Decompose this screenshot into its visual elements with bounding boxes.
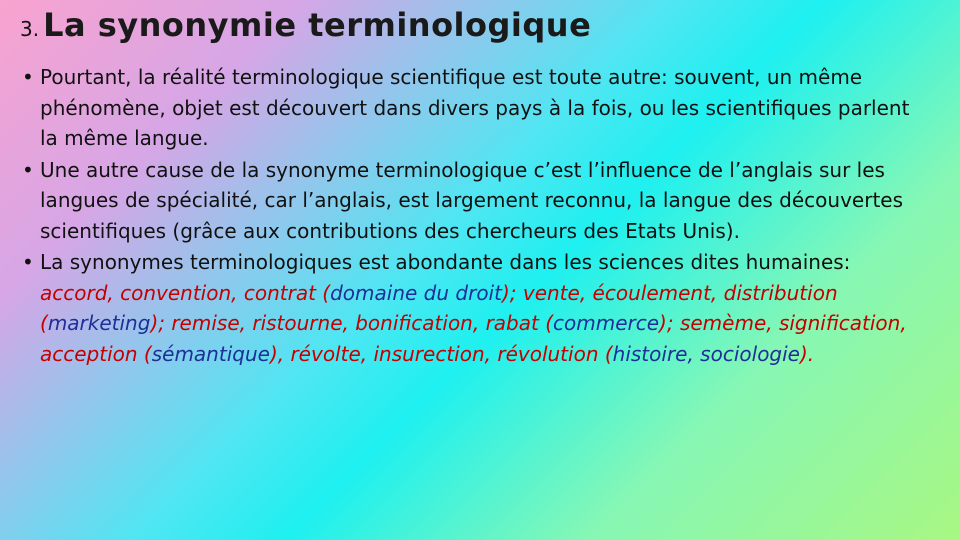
term-list: ); vente, écoulement, distribution ( [40, 280, 838, 335]
domain-label: histoire, sociologie [612, 341, 800, 366]
term-list: ), révolte, insurection, révolution ( [269, 341, 613, 366]
bullet-text: Une autre cause de la synonyme terminologique c’est l’influence de l’anglais sur les langues de spécialité, car l’anglais, est largement reconnu, la langue des découvertes scientifiques (grâce aux contributions des chercheurs des Etats Unis). [40, 157, 904, 243]
slide-body [20, 62, 925, 370]
bullet-icon: • [22, 65, 34, 89]
domain-label: domaine du droit [330, 280, 502, 305]
domain-label: sémantique [151, 341, 270, 366]
term-list: accord, convention, contrat ( [40, 280, 331, 305]
bullet-item [20, 247, 925, 369]
bullet-item [20, 155, 925, 247]
bullet-icon: • [22, 157, 34, 182]
term-list: ); remise, ristourne, bonification, rabat ( [150, 311, 554, 335]
bullet-icon: • [22, 250, 34, 274]
term-list: ). [799, 341, 815, 366]
bullet-text-intro: La synonymes terminologiques est abondante dans les sciences dites humaines: [40, 250, 851, 274]
term-list: ); semème, signification, acception ( [40, 311, 907, 366]
bullet-text: Pourtant, la réalité terminologique scientifique est toute autre: souvent, un même phénomène, objet est découvert dans divers pays à la fois, ou les scientifiques parlent la même langue. [40, 65, 910, 150]
slide-number: 3. [20, 17, 40, 41]
domain-label: commerce [553, 311, 660, 335]
bullet-item [20, 62, 925, 154]
slide-title [20, 6, 591, 44]
title-text: La synonymie terminologique [43, 6, 592, 44]
domain-label: marketing [47, 311, 151, 335]
